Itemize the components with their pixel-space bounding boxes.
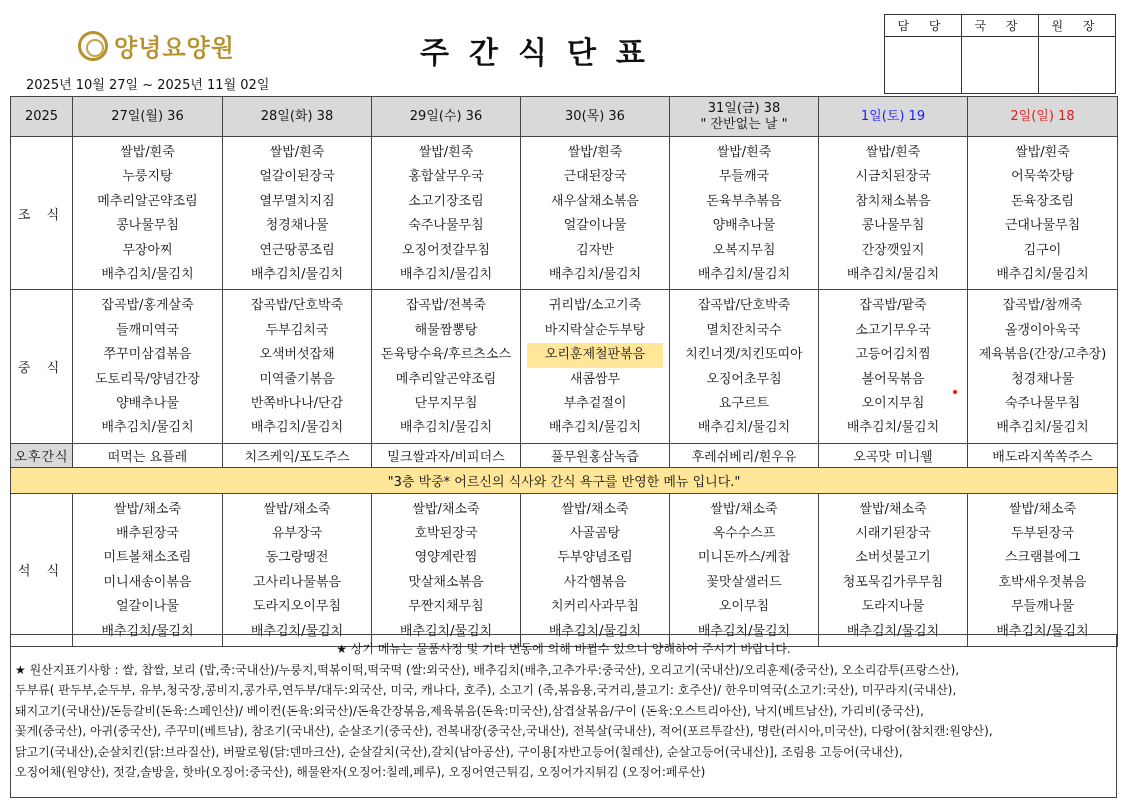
menu-item: 어묵쑥갓탕	[1011, 169, 1074, 185]
snack-item: 떠먹는 요플레	[73, 443, 223, 467]
menu-item: 오이무침	[718, 599, 770, 615]
menu-item: 배추김치/물김치	[697, 420, 791, 436]
menu-item: 반쪽바나나/단감	[250, 395, 344, 411]
menu-item: 쌀밥/흰죽	[567, 145, 623, 160]
menu-item: 요구르트	[718, 395, 770, 411]
menu-item: 돈육장조림	[1011, 193, 1074, 209]
menu-item: 오징어젓갈무침	[402, 242, 490, 258]
menu-item: 소고기무우국	[855, 322, 931, 338]
breakfast-day-cell	[73, 137, 223, 290]
menu-item: 유부장국	[271, 526, 323, 542]
lunch-day-cell	[670, 290, 819, 443]
menu-item: 고등어김치찜	[855, 347, 931, 363]
menu-item: 김자반	[576, 242, 614, 258]
menu-item: 사골곰탕	[569, 526, 621, 542]
menu-item: 잡곡밥/팥죽	[859, 298, 927, 314]
breakfast-day-cell	[521, 137, 670, 290]
menu-item: 쌀밥/채소죽	[710, 501, 778, 517]
menu-item: 숙주나물무침	[1004, 395, 1081, 411]
menu-item: 배추김치/물김치	[250, 420, 344, 436]
menu-item: 잡곡밥/단호박죽	[250, 298, 344, 314]
menu-item: 돈육부추볶음	[706, 193, 782, 209]
menu-item: 양배추나물	[116, 395, 179, 411]
menu-item: 멸치잔치국수	[706, 322, 782, 338]
menu-item: 부추겉절이	[563, 395, 627, 411]
menu-item: 배추김치/물김치	[996, 420, 1089, 436]
breakfast-label: 조 식	[11, 137, 73, 290]
menu-item: 귀리밥/소고기죽	[548, 298, 642, 314]
menu-item: 쌀밥/채소죽	[1008, 501, 1077, 517]
day-header	[223, 97, 372, 137]
approval-label-head: 원 장	[1039, 15, 1116, 37]
menu-item: 무들깨나물	[1011, 599, 1074, 615]
approval-label-director: 국 장	[962, 15, 1039, 37]
menu-item: 쌀밥/채소죽	[412, 501, 480, 517]
day-header	[521, 97, 670, 137]
menu-item: 쌀밥/흰죽	[865, 145, 921, 160]
menu-item: 근대나물무침	[1004, 218, 1081, 234]
menu-item: 배추김치/물김치	[101, 266, 194, 282]
menu-item: 두부된장국	[1011, 526, 1074, 542]
menu-item: 간장깻잎지	[861, 242, 925, 258]
snack-label: 오후간식	[11, 443, 73, 467]
menu-item: 미니새송이볶음	[103, 574, 192, 590]
footer-notes	[10, 634, 1117, 798]
menu-item: 호박새우젓볶음	[998, 574, 1087, 590]
menu-item: 새콤쌈무	[569, 371, 621, 387]
menu-item: 두부양념조림	[557, 550, 633, 566]
day-label: 30(목) 36	[565, 108, 625, 124]
menu-item: 양배추나물	[712, 218, 776, 234]
snack-item: 후레쉬베리/흰우유	[670, 443, 819, 467]
menu-item: 콩나물무침	[861, 218, 925, 234]
day-header	[73, 97, 223, 137]
menu-item: 호박된장국	[414, 526, 478, 542]
approval-sign-manager[interactable]	[885, 37, 962, 94]
snack-item: 배도라지쏙쏙주스	[968, 443, 1118, 467]
menu-item: 쌀밥/채소죽	[859, 501, 927, 517]
footer-line: 오징어채(원양산), 젓갈,솔방울, 핫바(오징어:중국산), 해물완자(오징어:칠레,페루), 오징어연근튀김, 오징어가지튀김 (오징어:페루산)	[15, 765, 706, 779]
lunch-day-cell	[223, 290, 372, 443]
menu-item: 도라지오이무침	[253, 599, 341, 615]
menu-item: 치킨너겟/치킨또띠아	[685, 347, 803, 363]
day-label: 31일(금) 38	[707, 100, 781, 116]
menu-item: 쌀밥/흰죽	[716, 145, 772, 160]
snack-item: 오곡맛 미니웰	[819, 443, 968, 467]
menu-item: 배추김치/물김치	[697, 623, 791, 639]
menu-item: 배추김치/물김치	[846, 623, 940, 639]
menu-item: 얼갈이나물	[563, 218, 627, 234]
menu-item: 배추김치/물김치	[250, 623, 344, 639]
notice-text: "3층 박중* 어르신의 식사와 간식 욕구를 반영한 메뉴 입니다."	[11, 467, 1118, 493]
menu-item: 오색버섯잡채	[259, 347, 335, 363]
breakfast-day-cell	[819, 137, 968, 290]
menu-item: 메추리알곤약조림	[97, 193, 198, 209]
menu-item: 돈육탕수육/후르츠소스	[381, 347, 511, 363]
menu-item: 스크램블에그	[1004, 550, 1081, 566]
breakfast-day-cell	[670, 137, 819, 290]
menu-item: 사각햄볶음	[563, 574, 627, 590]
menu-item: 오리훈제철판볶음	[527, 343, 663, 367]
dinner-day-cell	[819, 493, 968, 646]
menu-item: 바지락살순두부탕	[544, 322, 646, 338]
menu-item: 배추김치/물김치	[996, 266, 1089, 282]
approval-sign-head[interactable]	[1039, 37, 1116, 94]
menu-item: 잡곡밥/전복죽	[406, 298, 486, 314]
menu-item: 얼갈이나물	[116, 599, 179, 615]
date-range: 2025년 10월 27일 ~ 2025년 11월 02일	[26, 78, 270, 93]
menu-item: 무장아찌	[122, 242, 173, 258]
menu-item: 오징어초무침	[706, 371, 782, 387]
logo	[78, 28, 235, 63]
menu-item: 시래기된장국	[855, 526, 931, 542]
dinner-day-cell	[968, 493, 1118, 646]
notice-row	[11, 467, 1118, 493]
day-label: 2일(일) 18	[1010, 108, 1075, 124]
menu-item: 고사리나물볶음	[253, 574, 341, 590]
menu-item: 옥수수스프	[712, 526, 776, 542]
menu-item: 배추김치/물김치	[250, 266, 344, 282]
lunch-day-cell	[73, 290, 223, 443]
menu-item: 근대된장국	[563, 169, 627, 185]
menu-item: 도토리묵/양념간장	[95, 371, 200, 387]
day-label: 29일(수) 36	[409, 108, 483, 124]
lunch-day-cell	[372, 290, 521, 443]
menu-item: 배추김치/물김치	[548, 623, 642, 639]
footer-line: ★ 원산지표기사항 : 쌀, 찹쌀, 보리 (밥,죽:국내산)/누룽지,떡볶이떡,떡국떡 (쌀:외국산), 배추김치(배추,고추가루:중국산), 오리고기(국내산)/오리훈제(중국산), 오소리감투(프랑스산),	[15, 662, 960, 677]
weekly-menu-table	[10, 96, 1118, 647]
day-header	[819, 97, 968, 137]
menu-item: 오이지무침	[861, 395, 925, 411]
menu-item: 숙주나물무침	[408, 218, 484, 234]
snack-row	[11, 443, 1118, 467]
menu-item: 배추김치/물김치	[996, 623, 1089, 639]
menu-item: 배추김치/물김치	[548, 266, 642, 282]
header-row	[11, 97, 1118, 137]
breakfast-day-cell	[372, 137, 521, 290]
menu-item: 도라지나물	[861, 599, 925, 615]
menu-item: 열무멸치지짐	[259, 193, 335, 209]
menu-item: 쌀밥/흰죽	[418, 145, 474, 160]
menu-item: 참치채소볶음	[855, 193, 931, 209]
menu-item: 배추김치/물김치	[846, 420, 940, 436]
dinner-day-cell	[223, 493, 372, 646]
day-label: 27일(월) 36	[111, 108, 184, 124]
menu-item: 맛살채소볶음	[408, 574, 484, 590]
menu-item: 배추김치/물김치	[548, 420, 642, 436]
menu-item: 배추김치/물김치	[101, 623, 194, 639]
menu-item: 콩나물무침	[116, 218, 179, 234]
breakfast-row	[11, 137, 1118, 290]
day-header	[372, 97, 521, 137]
lunch-day-cell	[521, 290, 670, 443]
menu-item: 배추김치/물김치	[101, 420, 194, 436]
menu-item: 미트볼채소조림	[103, 550, 192, 566]
menu-item: 청경채나물	[1011, 371, 1074, 387]
day-header	[670, 97, 819, 137]
menu-item: 단무지무침	[414, 395, 478, 411]
menu-item: 청포묵김가루무침	[842, 574, 944, 590]
menu-item: 쌀밥/흰죽	[1015, 145, 1070, 160]
menu-item: 쌀밥/채소죽	[561, 501, 629, 517]
dinner-label: 석 식	[11, 493, 73, 646]
lunch-day-cell	[819, 290, 968, 443]
logo-emblem-icon	[78, 31, 108, 61]
menu-item: 해물짬뽕탕	[414, 322, 478, 338]
dinner-day-cell	[73, 493, 223, 646]
year-cell: 2025	[11, 97, 73, 137]
menu-item: 배추김치/물김치	[399, 266, 493, 282]
menu-item: 잡곡밥/단호박죽	[697, 298, 791, 314]
menu-item: 연근땅콩조림	[259, 242, 335, 258]
day-note: " 잔반없는 날 "	[700, 116, 788, 132]
menu-item: 시금치된장국	[855, 169, 931, 185]
menu-item: 청경채나물	[265, 218, 329, 234]
dinner-day-cell	[521, 493, 670, 646]
menu-item: 오복지무침	[712, 242, 776, 258]
breakfast-day-cell	[223, 137, 372, 290]
menu-item: 메추리알곤약조림	[395, 371, 497, 387]
menu-item: 무짠지채무침	[408, 599, 484, 615]
menu-item: 김구이	[1023, 242, 1062, 258]
approval-label-manager: 담 당	[885, 15, 962, 37]
lunch-row	[11, 290, 1118, 443]
footer-line: ★ 상기 메뉴는 물품사정 및 기타 변동에 의해 바뀔수 있으니 양해하여 주시기 바랍니다.	[336, 642, 791, 656]
menu-item: 들깨미역국	[116, 322, 179, 338]
lunch-day-cell	[968, 290, 1118, 443]
menu-item: 홍합살무우국	[408, 169, 484, 185]
menu-item: 미역줄기볶음	[259, 371, 335, 387]
menu-item: 쌀밥/채소죽	[113, 501, 182, 517]
menu-item: 꽃맛살샐러드	[706, 574, 782, 590]
menu-item: 쌀밥/흰죽	[269, 145, 325, 160]
snack-item: 치즈케익/포도주스	[223, 443, 372, 467]
menu-item: 미니돈까스/케찹	[697, 550, 791, 566]
menu-item: 치커리사과무침	[551, 599, 639, 615]
menu-item: 소고기장조림	[408, 193, 484, 209]
snack-item: 풀무원홍삼녹즙	[521, 443, 670, 467]
lunch-label: 중 식	[11, 290, 73, 443]
dinner-day-cell	[670, 493, 819, 646]
menu-item: 배추된장국	[116, 526, 179, 542]
menu-item: 배추김치/물김치	[697, 266, 791, 282]
red-dot-mark	[953, 390, 957, 394]
menu-item: 무들깨국	[718, 169, 770, 185]
menu-item: 쌀밥/채소죽	[263, 501, 331, 517]
menu-item: 얼갈이된장국	[259, 169, 335, 185]
menu-item: 쌀밥/흰죽	[120, 145, 175, 160]
footer-line: 돼지고기(국내산)/돈등갈비(돈육:스페인산)/ 베이컨(돈육:외국산)/돈육간장볶음,제육볶음(돈육:미국산),삼겹살볶음/구이 (돈육:오스트리아산), 낙지(베트남산), 가리비(중국산),	[15, 703, 924, 718]
breakfast-day-cell	[968, 137, 1118, 290]
menu-item: 배추김치/물김치	[399, 623, 493, 639]
menu-item: 볼어묵볶음	[861, 371, 925, 387]
snack-item: 밀크쌀과자/비피더스	[372, 443, 521, 467]
menu-item: 배추김치/물김치	[399, 420, 493, 436]
menu-item: 영양계란찜	[414, 550, 478, 566]
menu-item: 누룽지탕	[122, 169, 173, 185]
menu-item: 소버섯불고기	[855, 550, 931, 566]
approval-box	[884, 14, 1116, 94]
footer-line: 꽃게(중국산), 아귀(중국산), 주꾸미(베트남), 참조기(국내산), 순살조기(중국산), 전복내장(중국산,국내산), 전복살(국내산), 적어(포르투갈산), 명란(러시아,미국산), 다랑어(참치캔:원양산),	[15, 724, 993, 738]
day-label: 28일(화) 38	[260, 108, 334, 124]
dinner-day-cell	[372, 493, 521, 646]
footer-line: 두부류( 판두부,순두부, 유부,청국장,콩비지,콩가루,연두부/대두:외국산, 미국, 캐나다, 호주), 소고기 (죽,볶음용,국거리,불고기: 호주산)/ 한우미역국(소고기:국산), 미꾸라지(국내산),	[15, 683, 957, 697]
footer-line: 닭고기(국내산),순살치킨(닭:브라질산), 버팔로윙(닭:덴마크산), 순살갈치(국산),갈치(남아공산), 구이용[자반고등어(칠레산), 순살고등어(국내산)], 조림용 고등어(국내산),	[15, 744, 903, 759]
page-title: 주간식단표	[420, 36, 665, 71]
dinner-row	[11, 493, 1118, 646]
menu-item: 새우살채소볶음	[551, 193, 639, 209]
menu-item: 동그랑땡전	[265, 550, 329, 566]
menu-item: 배추김치/물김치	[846, 266, 940, 282]
logo-text: 양녕요양원	[114, 34, 235, 62]
menu-item: 올갱이아욱국	[1004, 322, 1081, 338]
menu-item: 잡곡밥/홍게살죽	[101, 298, 194, 314]
day-label: 1일(토) 19	[860, 108, 926, 124]
menu-item: 두부김치국	[265, 322, 329, 338]
day-header	[968, 97, 1118, 137]
menu-item: 제육볶음(간장/고추장)	[978, 347, 1107, 363]
approval-sign-director[interactable]	[962, 37, 1039, 94]
menu-item: 잡곡밥/참깨죽	[1002, 298, 1083, 314]
menu-item: 쭈꾸미삼겹볶음	[103, 347, 192, 363]
